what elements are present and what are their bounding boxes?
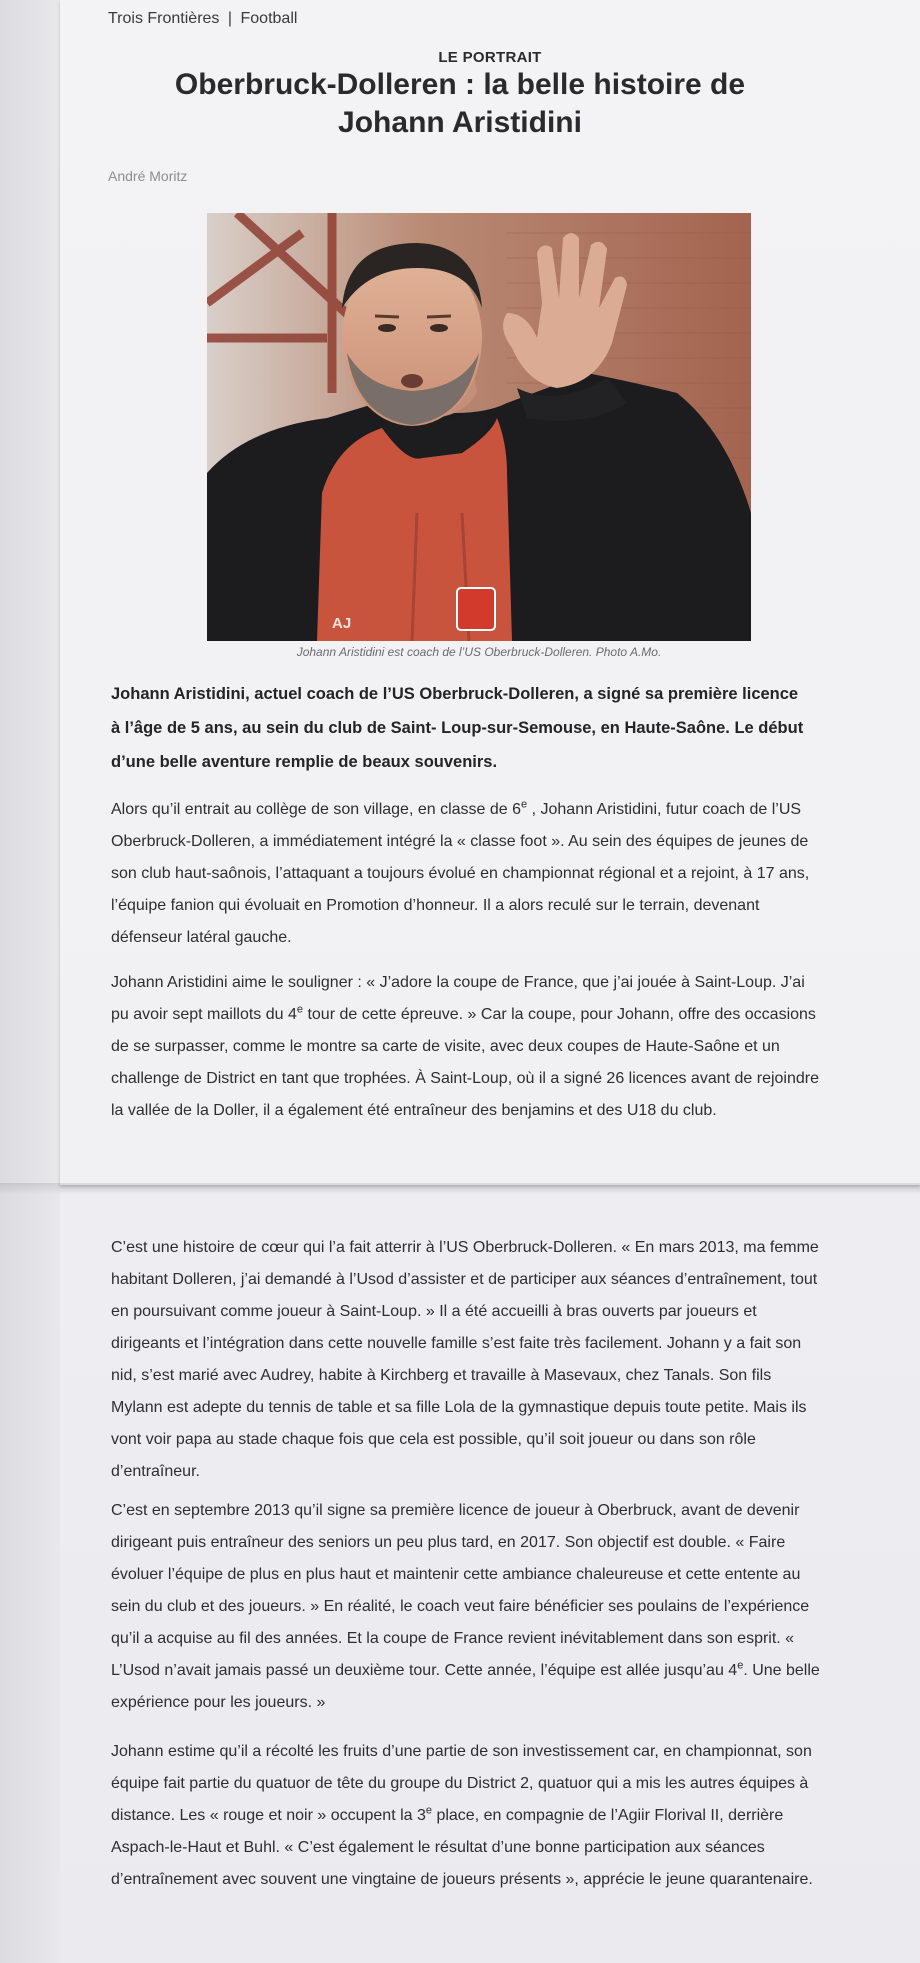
paragraph-5-superscript: e xyxy=(425,1804,432,1817)
article-title: Oberbruck-Dolleren : la belle histoire de Johann Aristidini xyxy=(174,68,746,139)
article-photo xyxy=(207,213,751,641)
coach-portrait-illustration xyxy=(207,213,751,641)
paragraph-1-text-b: , Johann Aristidini, futur coach de l’US Oberbruck-Dolleren, a immédiatement intégré la « classe foot ». Au sein des équipes de jeunes de son club haut-saônois, l’attaquant a toujours évolué en championnat régional et a rejoint, à 17 ans, l’équipe fanion qui évoluait en Promotion d’honneur. Il a alors reculé sur le terrain, devenant défenseur latéral gauche. xyxy=(111,801,810,946)
paper-fold xyxy=(0,1183,920,1195)
photo-caption: Johann Aristidini est coach de l’US Oberbruck-Dolleren. Photo A.Mo. xyxy=(296,645,662,659)
article-kicker: LE PORTRAIT xyxy=(438,49,542,66)
article-author: André Moritz xyxy=(108,168,188,184)
paragraph-5 xyxy=(111,1736,831,1896)
breadcrumb-region: Trois Frontières xyxy=(108,10,220,27)
paragraph-2 xyxy=(111,967,826,1127)
breadcrumb-separator: | xyxy=(227,10,233,27)
club-crest-icon xyxy=(457,588,495,630)
paragraph-4-text-a: C’est en septembre 2013 qu’il signe sa première licence de joueur à Oberbruck, avant de devenir dirigeant puis entraîneur des seniors un peu plus tard, en 2017. Son objectif est double. « Faire évoluer l’équipe de plus en plus haut et maintenir cette ambiance chaleureuse et cette entente au sein du club et des joueurs. » En réalité, le coach veut faire bénéficier ses poulains de l’expérience qu’il a acquise au fil des années. Et la coupe de France revient inévitablement dans son esprit. « L’Usod n’avait jamais passé un deuxième tour. Cette année, l’équipe est allée jusqu’au 4 xyxy=(111,1502,810,1679)
paragraph-4 xyxy=(111,1495,831,1719)
paragraph-2-superscript: e xyxy=(296,1003,303,1016)
paragraph-5-text-b: place, en compagnie de l’Agiir Florival II, derrière Aspach-le-Haut et Buhl. « C’est également le résultat d’une bonne participation aux séances d’entraînement avec souvent une vingtaine de joueurs présents », apprécie le jeune quarantenaire. xyxy=(111,1807,813,1888)
paragraph-4-text-b: . Une belle expérience pour les joueurs. » xyxy=(111,1662,820,1711)
page-left-edge xyxy=(0,0,60,1963)
paragraph-1-text-a: Alors qu’il entrait au collège de son village, en classe de 6 xyxy=(111,801,522,818)
paragraph-2-text-b: tour de cette épreuve. » Car la coupe, pour Johann, offre des occasions de se surpasser, comme le montre sa carte de visite, avec deux coupes de Haute-Saône et un challenge de District en tant que trophées. À Saint-Loup, où il a signé 26 licences avant de rejoindre la vallée de la Doller, il a également été entraîneur des benjamins et des U18 du club. xyxy=(111,1006,819,1119)
breadcrumb xyxy=(108,10,297,28)
paragraph-5-text-a: Johann estime qu’il a récolté les fruits d’une partie de son investissement car, en championnat, son équipe fait partie du quatuor de tête du groupe du District 2, quatuor qui a mis les autres équipes à distance. Les « rouge et noir » occupent la 3 xyxy=(111,1743,812,1824)
jacket-initials: AJ xyxy=(332,615,352,632)
paragraph-1 xyxy=(111,794,826,954)
article-lead: Johann Aristidini, actuel coach de l’US Oberbruck-Dolleren, a signé sa première licence à l’âge de 5 ans, au sein du club de Saint- Loup-sur-Semouse, en Haute-Saône. Le début d’une belle aventure remplie de beaux souvenirs. xyxy=(111,685,804,771)
paragraph-4-superscript: e xyxy=(737,1659,744,1672)
paragraph-3: C’est une histoire de cœur qui l’a fait atterrir à l’US Oberbruck-Dolleren. « En mars 2013, ma femme habitant Dolleren, j’ai demandé à l’Usod d’assister et de participer aux séances d’entraînement, tout en poursuivant comme joueur à Saint-Loup. » Il a été accueilli à bras ouverts par joueurs et dirigeants et l’intégration dans cette nouvelle famille s’est faite très facilement. Johann y a fait son nid, s’est marié avec Audrey, habite à Kirchberg et travaille à Masevaux, chez Tanals. Son fils Mylann est adepte du tennis de table et sa fille Lola de la gymnastique depuis toute petite. Mais ils vont voir papa au stade chaque fois que cela est possible, qu’il soit joueur ou dans son rôle d’entraîneur. xyxy=(111,1239,819,1480)
paragraph-1-superscript: e xyxy=(521,798,528,811)
breadcrumb-section: Football xyxy=(240,10,298,27)
paragraph-2-text-a: Johann Aristidini aime le souligner : « J’adore la coupe de France, que j’ai jouée à Saint-Loup. J’ai pu avoir sept maillots du 4 xyxy=(111,974,805,1023)
